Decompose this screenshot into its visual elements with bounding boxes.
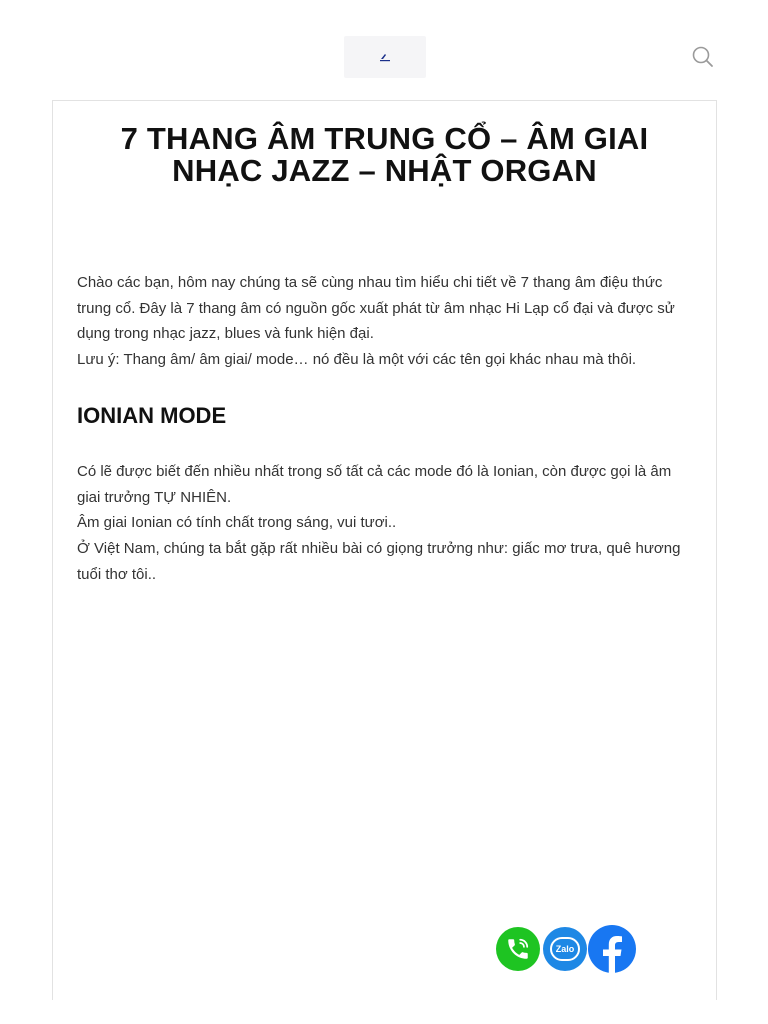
site-logo[interactable] <box>344 36 426 78</box>
search-icon <box>690 44 716 70</box>
article-title: 7 THANG ÂM TRUNG CỔ – ÂM GIAI NHẠC JAZZ – NHẬT ORGAN <box>120 121 649 188</box>
piano-logo-icon <box>378 51 392 63</box>
section-heading: IONIAN MODE <box>77 402 227 428</box>
intro-paragraph: Chào các bạn, hôm nay chúng ta sẽ cùng nhau tìm hiểu chi tiết về 7 thang âm điệu thức trung cổ. Đây là 7 thang âm có nguồn gốc xuất phát từ âm nhạc Hi Lạp cổ đại và được sử dụng trong nhạc jazz, blues và funk hiện đại. <box>77 274 675 343</box>
note-paragraph: Lưu ý: Thang âm/ âm giai/ mode… nó đều là một với các tên gọi khác nhau mà thôi. <box>77 351 637 369</box>
section-paragraph: Có lẽ được biết đến nhiều nhất trong số tất cả các mode đó là Ionian, còn được gọi là âm giai trưởng TỰ NHIÊN. <box>77 462 672 506</box>
article-card <box>52 100 717 1000</box>
facebook-icon <box>588 925 636 973</box>
zalo-label: Zalo <box>555 944 575 954</box>
article-content <box>77 270 692 587</box>
section-paragraph: Ở Việt Nam, chúng ta bắt gặp rất nhiều bài có giọng trưởng như: giấc mơ trưa, quê hương tuổi thơ tôi.. <box>77 539 681 583</box>
phone-icon <box>505 936 531 962</box>
zalo-chat-button[interactable] <box>543 927 587 971</box>
section-paragraph: Âm giai Ionian có tính chất trong sáng, vui tươi.. <box>77 514 397 532</box>
facebook-button[interactable] <box>588 925 636 973</box>
zalo-icon <box>550 937 580 961</box>
phone-call-button[interactable] <box>496 927 540 971</box>
search-button[interactable] <box>690 44 716 70</box>
site-header <box>0 0 768 100</box>
